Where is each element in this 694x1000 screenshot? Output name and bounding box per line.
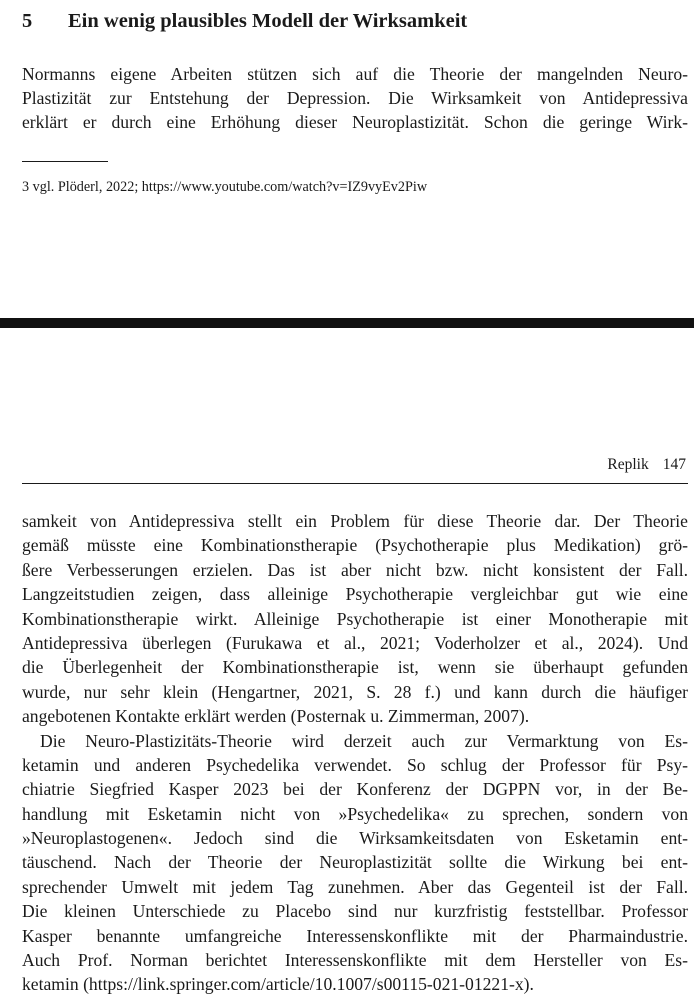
running-header <box>607 456 686 474</box>
footnote: 3 vgl. Plöderl, 2022; https://www.youtube.com/watch?v=IZ9vyEv2Piw <box>22 179 428 195</box>
text-line: chiatrie Siegfried Kasper 2023 bei der Konferenz der DGPPN vor, in der Be- <box>22 779 688 800</box>
section-title: Ein wenig plausibles Modell der Wirksamkeit <box>68 10 468 32</box>
text-line: Kombinationstherapie wirkt. Alleinige Psychotherapie ist einer Monotherapie mit <box>22 608 688 629</box>
text-line: wurde, nur sehr klein (Hengartner, 2021, S. 28 f.) und kann durch die häufiger <box>22 681 688 702</box>
top-page-fragment <box>0 0 694 318</box>
text-line: angebotenen Kontakte erklärt werden (Posternak u. Zimmerman, 2007). <box>22 706 530 727</box>
top-paragraph <box>22 62 688 134</box>
body-text <box>22 509 688 997</box>
text-line: »Neuroplastogenen«. Jedoch sind die Wirksamkeitsdaten von Esketamin ent- <box>22 828 688 849</box>
paragraph-line: Normanns eigene Arbeiten stützen sich auf die Theorie der mangelnden Neuro- <box>22 64 688 84</box>
text-line: sprechender Umwelt mit jedem Tag zunehmen. Aber das Gegenteil ist der Fall. <box>22 876 688 897</box>
text-line: die Überlegenheit der Kombinationstherapie ist, wenn sie überhaupt gefunden <box>22 657 688 678</box>
text-line: handlung mit Esketamin nicht von »Psychedelika« zu sprechen, sondern von <box>22 803 688 824</box>
text-line: samkeit von Antidepressiva stellt ein Problem für diese Theorie dar. Der Theorie <box>22 511 688 531</box>
header-rule <box>22 483 688 484</box>
text-line: täuschend. Nach der Theorie der Neuroplastizität sollte die Wirkung bei ent- <box>22 852 688 873</box>
text-line: Langzeitstudien zeigen, dass alleinige Psychotherapie vergleichbar gut wie eine <box>22 584 688 605</box>
text-line: ßere Verbesserungen erzielen. Das ist aber nicht bzw. nicht konsistent der Fall. <box>22 559 688 580</box>
paragraph-line: Plastizität zur Entstehung der Depression. Die Wirksamkeit von Antidepressiva <box>22 88 688 108</box>
paragraph-line: erklärt er durch eine Erhöhung dieser Neuroplastizität. Schon die geringe Wirk- <box>22 112 688 132</box>
text-line: Die kleinen Unterschiede zu Placebo sind nur kurzfristig feststellbar. Professor <box>22 901 688 922</box>
text-line: Auch Prof. Norman berichtet Interessenskonflikte mit dem Hersteller von Es- <box>22 950 688 971</box>
text-line: Kasper benannte umfangreiche Interessenskonflikte mit der Pharmaindustrie. <box>22 925 688 946</box>
text-line: ketamin und anderen Psychedelika verwendet. So schlug der Professor für Psy- <box>22 754 688 775</box>
bottom-page <box>0 328 694 1000</box>
text-line: gemäß müsste eine Kombinationstherapie (Psychotherapie plus Medikation) grö- <box>22 535 688 556</box>
running-head-title: Replik <box>607 456 649 473</box>
text-line: Die Neuro-Plastizitäts-Theorie wird derzeit auch zur Vermarktung von Es- <box>40 730 688 751</box>
footnote-divider <box>22 161 108 162</box>
page-separator <box>0 318 694 328</box>
page-number: 147 <box>662 456 686 473</box>
section-heading <box>22 10 467 33</box>
text-line: Antidepressiva überlegen (Furukawa et al., 2021; Voderholzer et al., 2024). Und <box>22 632 688 653</box>
text-line: ketamin (https://link.springer.com/article/10.1007/s00115-021-01221-x). <box>22 974 534 995</box>
section-number: 5 <box>22 10 33 32</box>
